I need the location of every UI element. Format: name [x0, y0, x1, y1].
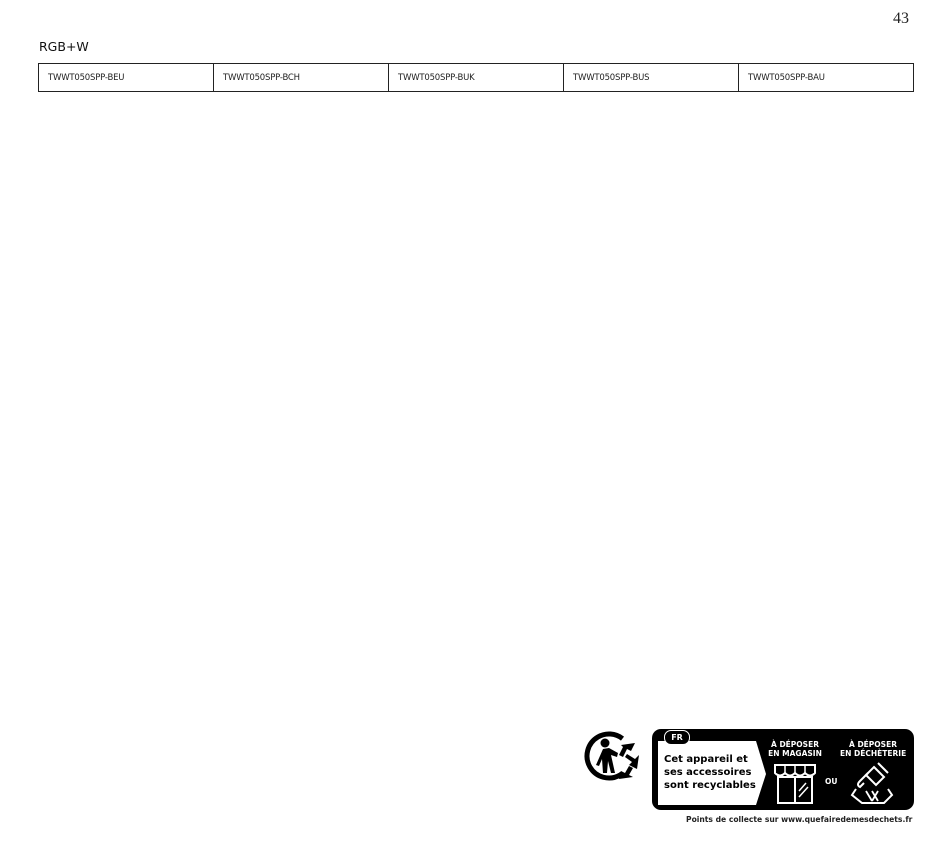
shop-icon [772, 761, 818, 805]
store-heading-line: EN MAGASIN [768, 749, 822, 758]
country-badge: FR [664, 730, 690, 745]
store-heading-line: À DÉPOSER [771, 740, 819, 749]
recyclable-text-line: sont recyclables [664, 780, 756, 791]
collection-points-note: Points de collecte sur www.quefairedemesdechets.fr [686, 815, 913, 824]
page-number: 43 [893, 10, 909, 27]
model-cell: TWWT050SPP-BAU [739, 64, 914, 92]
store-heading [766, 740, 824, 758]
dechetterie-heading-line: EN DÉCHÈTERIE [840, 749, 907, 758]
triman-recycling-person-icon [583, 725, 645, 787]
model-cell: TWWT050SPP-BUS [564, 64, 739, 92]
section-title: RGB+W [39, 39, 89, 54]
model-cell: TWWT050SPP-BEU [39, 64, 214, 92]
recyclable-text-line: ses accessoires [664, 767, 752, 778]
recyclable-text-line: Cet appareil et [664, 754, 748, 765]
dechetterie-heading-line: À DÉPOSER [849, 740, 897, 749]
model-cell: TWWT050SPP-BCH [214, 64, 389, 92]
table-row [39, 64, 914, 92]
waste-bin-drop-icon [848, 759, 896, 805]
triman-info-panel [652, 729, 914, 810]
dechetterie-heading [840, 740, 906, 758]
model-number-table [38, 63, 914, 92]
model-cell: TWWT050SPP-BUK [389, 64, 564, 92]
or-separator: OU [825, 777, 838, 786]
